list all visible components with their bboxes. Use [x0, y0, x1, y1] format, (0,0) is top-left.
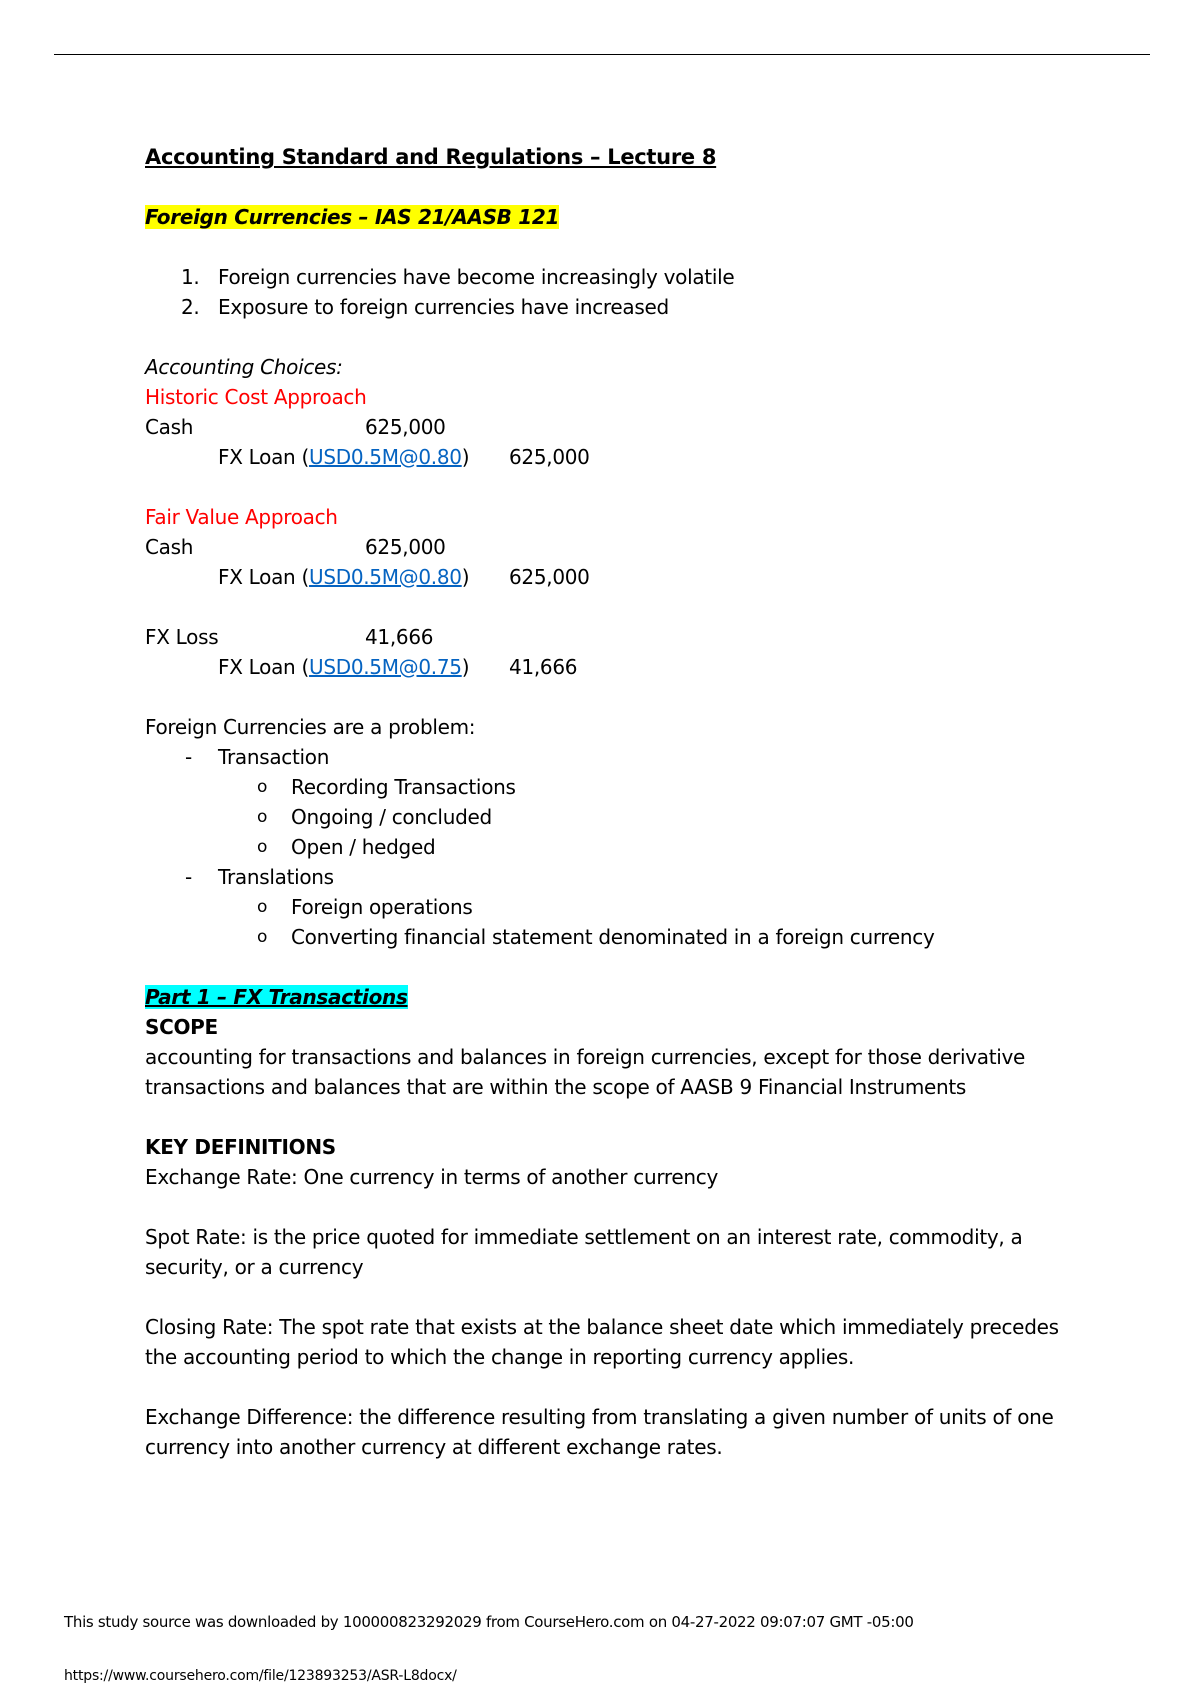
- journal-entry-debit: FX Loss 41,666: [145, 625, 434, 649]
- list-item: - Translations: [185, 865, 334, 889]
- key-definitions-heading: KEY DEFINITIONS: [145, 1135, 336, 1159]
- scope-text: accounting for transactions and balances in foreign currencies, except for those derivative: [145, 1045, 1026, 1069]
- definition-exchange-difference: currency into another currency at different exchange rates.: [145, 1435, 723, 1459]
- scope-heading: SCOPE: [145, 1015, 218, 1039]
- definition-closing-rate: the accounting period to which the change in reporting currency applies.: [145, 1345, 855, 1369]
- bullet-icon: o: [257, 837, 268, 857]
- definition-closing-rate: Closing Rate: The spot rate that exists at the balance sheet date which immediately precedes: [145, 1315, 1059, 1339]
- numbered-item: 2. Exposure to foreign currencies have increased: [181, 295, 669, 319]
- journal-entry-credit: FX Loan (USD0.5M@0.80) 625,000: [218, 565, 590, 589]
- bullet-icon: o: [257, 897, 268, 917]
- rate-link[interactable]: USD0.5M@0.80: [308, 445, 462, 469]
- accounting-choices-label: Accounting Choices:: [145, 355, 343, 379]
- section-heading-foreign-currencies: Foreign Currencies – IAS 21/AASB 121: [145, 205, 560, 229]
- definition-spot-rate: Spot Rate: is the price quoted for immediate settlement on an interest rate, commodity, a: [145, 1225, 1023, 1249]
- rate-link[interactable]: USD0.5M@0.80: [308, 565, 462, 589]
- bullet-icon: o: [257, 927, 268, 947]
- journal-entry-debit: Cash 625,000: [145, 535, 446, 559]
- definition-spot-rate: security, or a currency: [145, 1255, 364, 1279]
- definition-exchange-difference: Exchange Difference: the difference resulting from translating a given number of units of one: [145, 1405, 1054, 1429]
- rate-link[interactable]: USD0.5M@0.75: [308, 655, 462, 679]
- list-item: o Open / hedged: [145, 832, 1085, 862]
- problem-intro: Foreign Currencies are a problem:: [145, 715, 476, 739]
- list-item: o Foreign operations: [145, 892, 1085, 922]
- bullet-icon: o: [257, 777, 268, 797]
- historic-cost-heading: Historic Cost Approach: [145, 385, 367, 409]
- journal-entry-credit: FX Loan (USD0.5M@0.80) 625,000: [218, 445, 590, 469]
- list-item: o Converting financial statement denominated in a foreign currency: [145, 922, 1085, 952]
- journal-entry-credit: FX Loan (USD0.5M@0.75) 41,666: [218, 655, 578, 679]
- list-item: - Transaction: [185, 745, 330, 769]
- section-heading-part1: Part 1 – FX Transactions: [145, 985, 408, 1009]
- source-url[interactable]: https://www.coursehero.com/file/123893253/ASR-L8docx/: [64, 1668, 457, 1684]
- list-item: o Ongoing / concluded: [145, 802, 1085, 832]
- bullet-icon: o: [257, 807, 268, 827]
- definition-exchange-rate: Exchange Rate: One currency in terms of another currency: [145, 1165, 719, 1189]
- journal-entry-debit: Cash 625,000: [145, 415, 446, 439]
- download-notice: This study source was downloaded by 100000823292029 from CourseHero.com on 04-27-2022 09:07:07 GMT -05:00: [64, 1613, 914, 1631]
- fair-value-heading: Fair Value Approach: [145, 505, 338, 529]
- scope-text: transactions and balances that are within the scope of AASB 9 Financial Instruments: [145, 1075, 967, 1099]
- list-item: o Recording Transactions: [145, 772, 1085, 802]
- top-divider: [54, 54, 1150, 55]
- document-body: [145, 142, 1085, 1462]
- page-title: Accounting Standard and Regulations – Lecture 8: [145, 145, 717, 169]
- numbered-item: 1. Foreign currencies have become increasingly volatile: [181, 265, 735, 289]
